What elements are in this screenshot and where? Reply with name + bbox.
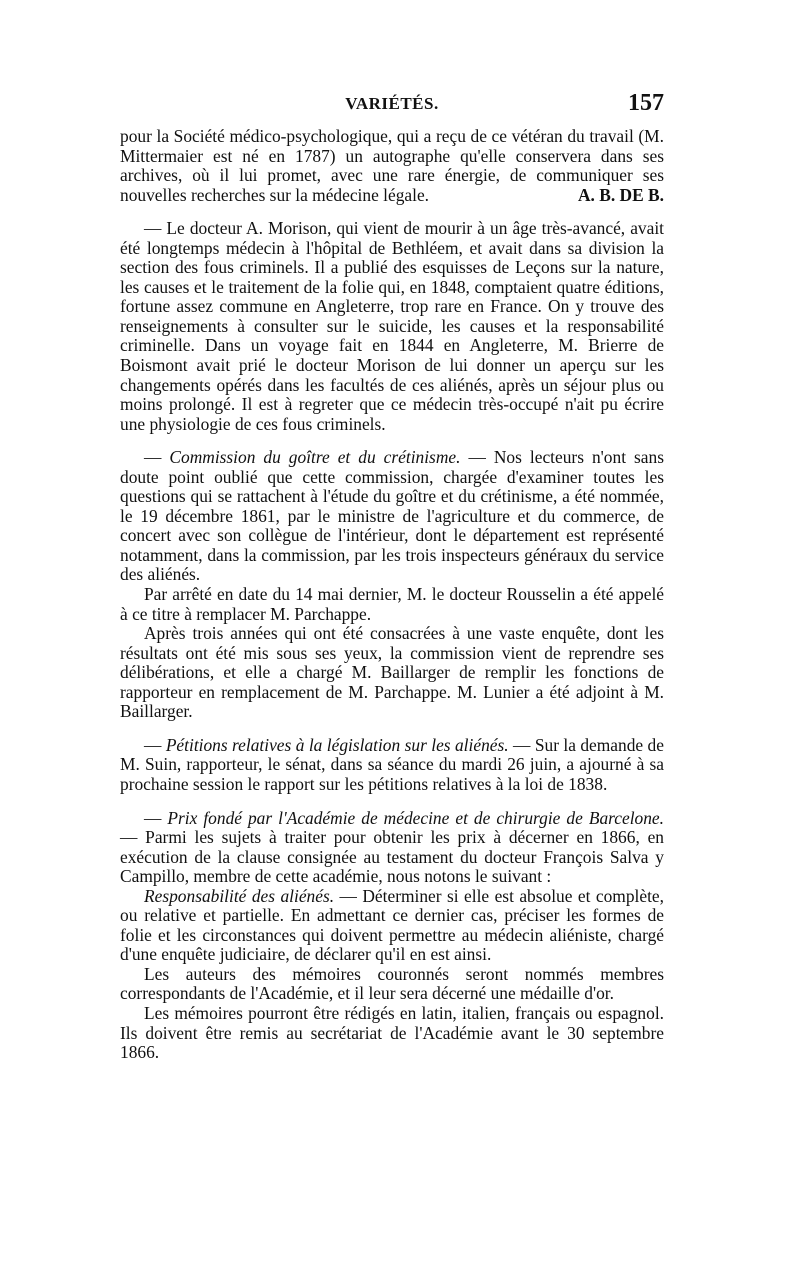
paragraph-text: Déterminer si elle est absolue et complète, ou relative et partielle. En admettant ce dernier cas, préciser les formes de folie et les circonstances qui doivent permettre au médecin aliéniste, chargé d'une enquête judiciaire, de déclarer qu'il en est ainsi. <box>120 885 664 965</box>
em-dash: — <box>120 827 138 848</box>
em-dash: — <box>144 807 168 828</box>
page-number: 157 <box>628 90 664 116</box>
author-signature: A. B. DE B. <box>577 184 664 205</box>
em-dash: — <box>334 885 357 906</box>
section-title: Responsabilité des aliénés. <box>144 885 335 906</box>
paragraph-text: Sur la demande de M. Suin, rapporteur, le sénat, dans sa séance du mardi 26 juin, a ajourné à sa prochaine session le rapport sur les pétitions relatives à la loi de 1838. <box>120 734 664 794</box>
em-dash: — <box>144 734 166 755</box>
paragraph-morison: — Le docteur A. Morison, qui vient de mourir à un âge très-avancé, avait été longtemps médecin à l'hôpital de Bethléem, et avait dans sa division la section des fous criminels. Il a publié des esquisses de Leçons sur la nature, les causes et le traitement de la folie qui, en 1848, comptaient quatre éditions, fortune assez commune en Angleterre, trop rare en France. On y trouve des renseignements à consulter sur le suicide, les causes et la responsabilité criminelle. Dans un voyage fait en 1844 en Angleterre, M. Brierre de Boismont avait prié le docteur Morison de lui donner un aperçu sur les changements opérés dans les facultés de ces aliénés, après un séjour plus ou moins prolongé. Il est à regreter que ce médecin très-occupé n'ait pu écrire une physiologie de ces fous criminels. <box>120 218 664 434</box>
section-title: Commission du goître et du crétinisme. <box>169 447 461 468</box>
running-head: VARIÉTÉS. <box>345 94 439 113</box>
paragraph-auteurs: Les auteurs des mémoires couronnés seront nommés membres correspondants de l'Académie, et il leur sera décerné une médaille d'or. <box>120 963 664 1004</box>
em-dash: — <box>144 447 170 468</box>
em-dash: — <box>508 734 531 755</box>
paragraph-baillarger: Après trois années qui ont été consacrées à une vaste enquête, dont les résultats ont été mis sous ses yeux, la commission vient de reprendre ses délibérations, et elle a chargé M. Baillarger de remplir les fonctions de rapporteur en remplacement de M. Parchappe. M. Lunier a été adjoint à M. Baillarger. <box>120 623 664 722</box>
section-title: Prix fondé par l'Académie de médecine et de chirurgie de Barcelone. <box>167 807 664 828</box>
body-text <box>120 127 664 1063</box>
em-dash: — <box>460 447 486 468</box>
paragraph-memoires: Les mémoires pourront être rédigés en latin, italien, français ou espagnol. Ils doivent être remis au secrétariat de l'Académie avant le 30 septembre 1866. <box>120 1002 664 1063</box>
paragraph-rousselin: Par arrêté en date du 14 mai dernier, M. le docteur Rousselin a été appelé à ce titre à remplacer M. Parchappe. <box>120 584 664 624</box>
paragraph-text: Parmi les sujets à traiter pour obtenir les prix à décerner en 1866, en exécution de la clause consignée au testament du docteur François Salva y Campillo, membre de cette académie, nous notons le suivant : <box>120 827 664 887</box>
paragraph-commission <box>120 448 664 585</box>
section-title: Pétitions relatives à la législation sur les aliénés. <box>165 734 509 755</box>
paragraph-prix-barcelone <box>120 809 664 887</box>
page-header <box>120 92 664 122</box>
paragraph-text: pour la Société médico-psychologique, qui a reçu de ce vétéran du travail (M. Mittermaier est né en 1787) un autographe qu'elle conservera dans ses archives, où il lui promet, avec une rare énergie, de communiquer ses nouvelles recherches sur la médecine légale. <box>120 126 664 205</box>
paragraph-text: Nos lecteurs n'ont sans doute point oublié que cette commission, chargée d'examiner toutes les questions qui se rattachent à l'étude du goître et du crétinisme, a été nommée, le 19 décembre 1861, par le ministre de l'agriculture et du commerce, de concert avec son collègue de l'intérieur, dont le département est représenté notamment, dans la commission, par les trois inspecteurs généraux du service des aliénés. <box>120 447 664 585</box>
paragraph-petitions <box>120 736 664 795</box>
paragraph-responsabilite <box>120 887 664 965</box>
paragraph-mittermaier <box>120 127 664 205</box>
